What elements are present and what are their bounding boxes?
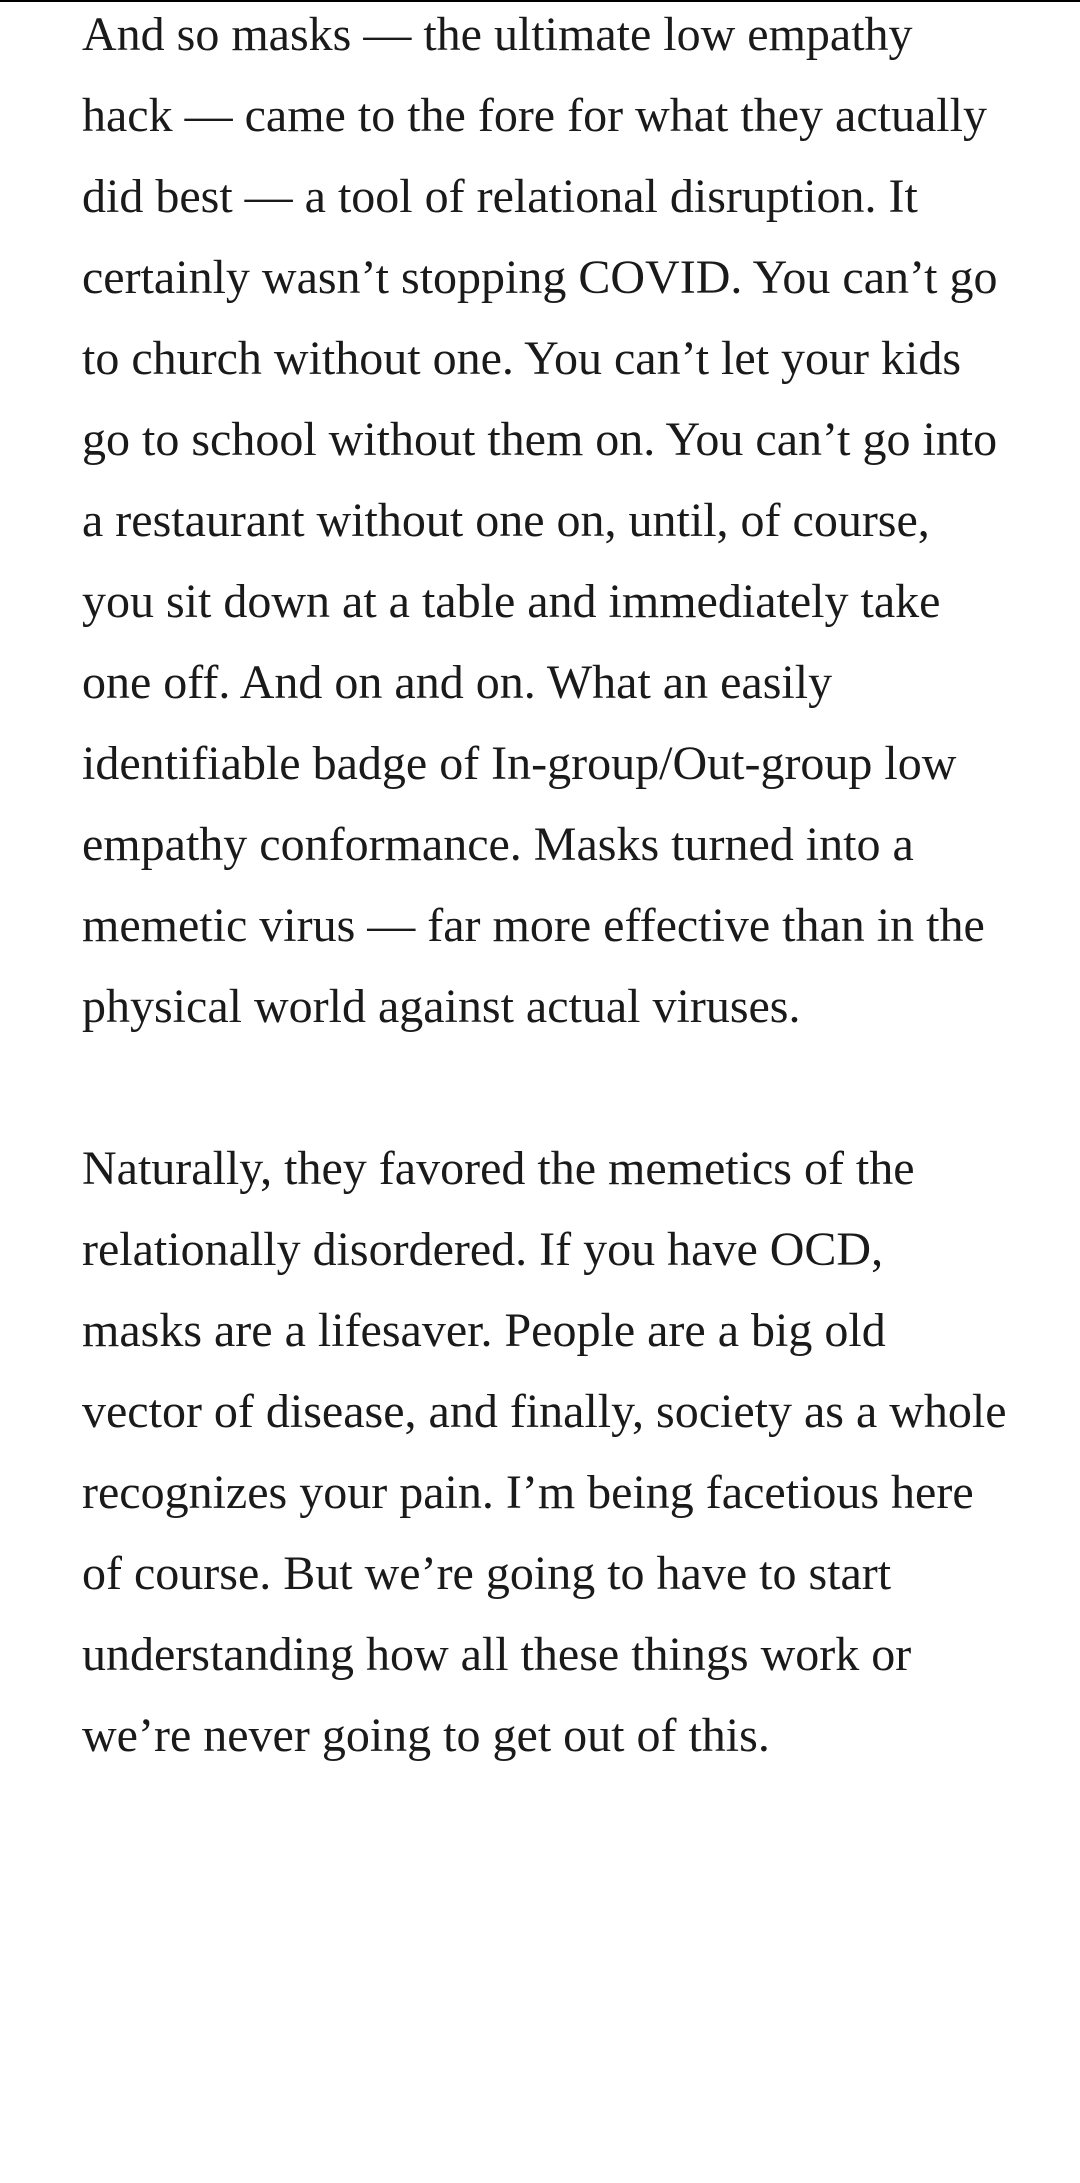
paragraph: And so masks — the ultimate low empathy hack — came to the fore for what they actually did best — a tool of relational disruption. It certainly wasn’t stopping COVID. You can’t go to church without one. You can’t let your kids go to school without them on. You can’t go into a restaurant without one on, until, of course, you sit down at a table and immediately take one off. And on and on. What an easily identifiable badge of In-group/Out-group low empathy conformance. Masks turned into a memetic virus — far more effective than in the physical world against actual viruses. (82, 8, 998, 1033)
paragraph: Naturally, they favored the memetics of the relationally disordered. If you have OCD, masks are a lifesaver. People are a big old vector of disease, and finally, society as a whole recognizes your pain. I’m being facetious here of course. But we’re going to have to start understanding how all these things work or we’re never going to get out of this. (82, 1142, 1007, 1762)
article-body (82, 0, 1012, 1776)
